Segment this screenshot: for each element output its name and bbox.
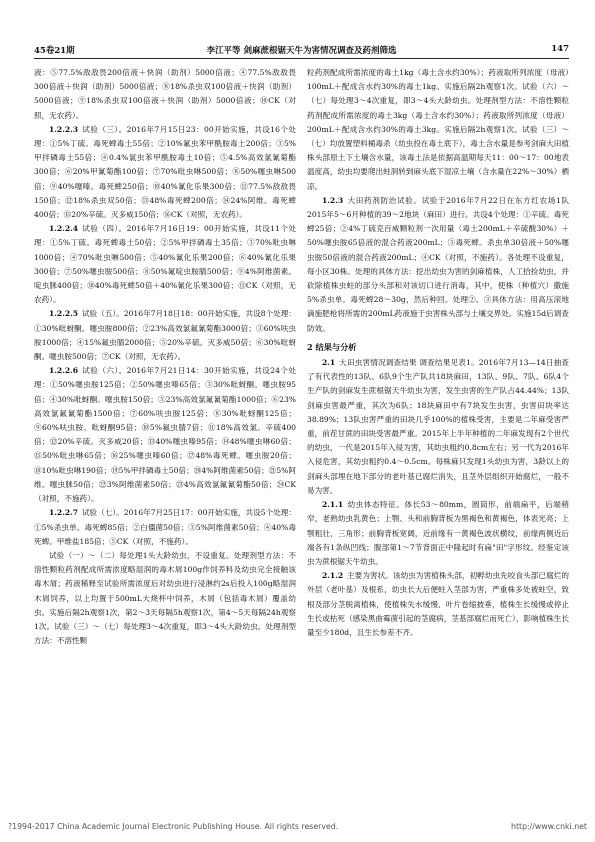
paragraph	[34, 222, 296, 307]
publisher-url[interactable]: http://www.cnki.net	[511, 822, 587, 831]
paragraph	[307, 356, 569, 498]
paragraph	[307, 569, 569, 640]
paragraph	[307, 194, 569, 336]
paragraph-text: 试验（五）。2016年7月18日18：00开始实施，共设8个处理：①30%吡蚜酮。噻虫胺800倍；②23%高效氯氟氰菊酯3000倍；③60%呋虫胺1000倍；④15%氟虫腈2000倍；⑤20%辛硫。灭多威50倍；⑥30%吡蚜酮。噻虫胺500倍；⑦CK（对照，无农药）。	[34, 309, 296, 362]
subsection-number: 1.2.2.6	[49, 366, 79, 376]
subsection-number: 1.2.2.3	[49, 124, 79, 134]
paragraph-text: 试验（一）～（二）每处理1头大龄幼虫，不设重复。处理剂型方法：不溶性颗粒药剂配成所需浓度略湿润的毒木屑100g作饲养料及幼虫完全接触该毒木屑；药液稀释至试验所需浓度后对幼虫进行浸淋约2s后投入100g略湿润木屑饲养，以上均置于500mL大烧杯中饲养，木屑（包括毒木屑）覆盖幼虫。实施后隔2h观察1次，第2～3天每隔5h观察1次，第4～5天每隔24h观察1次。试验（三）～（七）每处理3～4次重复，即3～4头大龄幼虫。处理剂型方法：不溶性颗	[34, 550, 296, 646]
subsection-number: 2.1.2	[322, 571, 344, 581]
paragraph-text: 试验（七）。2016年7月25日17：00开始实施，共设5个处理：①5%杀虫单。毒死蜱85倍；②白僵菌50倍；③5%阿维菌素50倍；④40%毒死蜱。甲维盐185倍；⑤CK（对照，不施药）。	[34, 508, 296, 546]
subsection-number: 2.1	[322, 358, 336, 368]
paragraph-text: 幼虫体态特征。体长53～80mm，圆筒形，前端扁平，后端稍窄，老熟幼虫乳黄色；上颚、头和前胸背板为黑褐色和黄褐色，体表光亮；上颚粗壮，三角形；前胸背板宽阔，近前缘有一黄褐色波状横纹，前缘两侧近后端各有1条纵凹线；腹部第1～7节背面正中隆起时有扁"田"字形纹。经鉴定该虫为蔗根锯天牛幼虫。	[307, 500, 569, 566]
running-header	[34, 40, 569, 59]
subsection-number: 1.2.2.5	[49, 309, 79, 319]
page-number: 147	[551, 44, 569, 54]
paragraph	[34, 549, 296, 648]
paragraph-text: 试验（四）。2016年7月16日19：00开始实施，共设11个处理：①5%丁硫。毒死蜱毒土50倍；②5%甲拌磷毒土35倍；③70%吡虫啉1000倍；④70%吡虫啉500倍；⑤40%氰化乐果200倍；⑥40%氰化乐果300倍；⑦50%噻虫胺500倍；⑧50%氟啶虫胺腈500倍；⑨4%阿维菌素。啶虫脒400倍；⑩40%毒死蜱50倍＋40%氰化乐果300倍；⑪CK（对照，无农药）。	[34, 224, 296, 305]
paragraph-text: 大田药剂防治试验。试验于2016年7月22日在东方红农场1队2015年5～6月种植的39～2地块（麻田）进行。共设4个处理：①辛硫。毒死蜱25倍；②4%丁硫克百威颗粒剂一次用量（毒土200mL＋辛硫酸30%）＋50%噻虫胺65倍液的混合药液200mL；③毒死蜱。杀虫单30倍液＋50%噻虫胺50倍液的混合药液200mL；④CK（对照，不施药）。各处理不设重复，每小区30株。处理的具体方法：挖出幼虫为害的剑麻植株，人工拾捡幼虫，并砍除植株虫蛀的部分头部和对该切口进行消毒，其中，使株（种植穴）撒施5%杀虫单。毒死蜱28～30g，然后种回。处理②、③具体方法：用高压滚地滴施肥枪将所需的200mL药液施于虫害株头部与土壤交界处。实施15d后调查防效。	[307, 195, 569, 333]
paragraph	[307, 498, 569, 569]
copyright-notice: ?1994-2017 China Academic Journal Electronic Publishing House. All rights reserved.	[8, 822, 339, 831]
subsection-number: 1.2.2.4	[49, 224, 79, 234]
paragraph-text: 大田虫害情况调查结果 调查结果见表1。2016年7月13—14日抽查了有代表性的13队、6队9个生产队共18块麻田，13队、9队、7队、6队4个生产队的剑麻发生蔗根锯天牛幼虫为害，发生虫害的生产队占44.44%；13队剑麻虫害最严重，其次为6队；18块麻田中有7块发生虫害，虫害田块率达38.89%；13队虫害严重的田块几乎100%的植株受害，主要是二年麻受害严重，前茬甘蔗的田块受害最严重。2015年上半年种植的二年麻发现有2个世代的幼虫，一代是2015年入侵为害，其幼虫粗约0.8cm左右；另一代为2016年入侵危害，其幼虫粗约0.4～0.5cm。每株麻只发现1头幼虫为害，3龄以上的剑麻头部埋在地下部分的老叶基已腐烂消失，且茎外层组织开始腐烂，一般不易为害。	[307, 358, 569, 495]
left-column	[34, 66, 296, 811]
section-heading: 2 结果与分析	[307, 341, 357, 352]
paragraph	[34, 123, 296, 222]
subsection-number: 1.2.3	[322, 195, 344, 205]
paragraph	[34, 506, 296, 549]
paragraph-text: 粒药剂配成所需浓度的毒土1kg（毒土含水约30%）；药液取所列浓度（母液）100mL＋配成含水约30%的毒土1kg。实施后隔2h观察1次。试验（六）～（七）每处理3～4次重复，即3～4头大龄幼虫。处理剂型方法：不溶性颗粒药剂配成所需浓度的毒土3kg（毒土含水约30%）；药液取所列浓度（母液）200mL＋配成含水约30%的毒土3kg。实施后隔2h观察1次。试验（三）～（七）均放置塑料桶毒杀（幼虫投在毒土底下），毒土含水量是参考剑麻大田植株头部原土下土壤含水量，该毒土法是依据高温期每天11：00～17：00地表温度高，幼虫均要爬出蛀洞转到麻头底下湿凉土壤（含水量在22%～30%）栖凉。	[307, 68, 569, 191]
paragraph	[307, 66, 569, 194]
paragraph-text: 液：⑤77.5%敌敌畏200倍液＋快润（助剂）5000倍液；④77.5%敌敌畏300倍液＋快润（助剂）5000倍液；⑧18%杀虫双100倍液＋快润（助剂）5000倍液；⑨18%杀虫双100倍液＋快润（助剂）5000倍液；⑩CK（对照，无农药）。	[34, 68, 296, 120]
paragraph	[34, 307, 296, 364]
running-title: 李江平等 剑麻蔗根锯天牛为害情况调查及药剂筛选	[206, 46, 397, 56]
paragraph-text: 试验（三）。2016年7月15日23：00开始实施，共设16个处理：①5%丁硫。毒死蜱毒土55倍；②10%氟虫苯甲酰胺毒土200倍；③5%甲拌磷毒土55倍；④0.4%氯虫苯甲酰胺毒土10倍；⑤4.5%高效氯氰菊酯300倍；⑥20%甲氰菊酯100倍；⑦70%吡虫啉500倍；⑧50%噻虫啉500倍；⑨40%噻嗪。毒死蜱250倍；⑩40%氰化乐果300倍；⑪77.5%敌敌畏150倍；⑫18%杀虫双50倍；⑬48%毒死蜱200倍；⑭24%阿维。毒死蜱400倍；⑮20%辛硫。灭多威150倍；⑯CK（对照，无农药）。	[34, 124, 296, 220]
right-column	[307, 66, 569, 811]
subsection-number: 1.2.2.7	[49, 508, 79, 518]
journal-volume: 45卷21期	[34, 46, 75, 56]
paragraph-text: 试验（六）。2016年7月21日14：30开始实施，共设24个处理：①50%噻虫胺125倍；②50%噻虫嗪65倍；③30%吡蚜酮。噻虫胺95倍；④30%吡蚜酮。噻虫胺150倍；⑤23%高效氯氟氰菊酯1000倍；⑥23%高效氯氟氰菊酯1500倍；⑦60%呋虫胺125倍；⑧30%吡蚜酮125倍；⑨60%呋虫胺。吡蚜酮95倍；⑩5%氟虫腈7倍；⑪18%高效氯。辛硫400倍；⑫20%辛硫。灭多威20倍；⑬40%噻虫嗪95倍；⑭48%噻虫啉60倍；⑮50%吡虫啉65倍；⑯25%噻虫嗪60倍；⑰48%毒死蜱。噻虫胺20倍；⑱10%吡虫啉190倍；⑲5%甲拌磷毒土50倍；⑳4%阿维菌素50倍；㉑5%阿维。噻虫脒50倍；㉒3%阿维菌素50倍；㉓4%高效氯氟氰菊酯50倍；㉔CK（对照，不施药）。	[34, 366, 296, 504]
paragraph-text: 主要为害状。该幼虫为害植株头部，初孵幼虫先咬食头部已腐烂的外层（老叶基）及根系，幼虫长大后便蛀入茎部为害，严重株多处被蛀空，致根及部分茎脱离植株，使植株失水缓慢、叶片卷缩披垂，植株生长缓慢或停止生长或枯死（感染黑曲霉菌引起的茎腐病，茎基部腐烂而死亡），影响植株生长量至少180d，且生长参差不齐。	[307, 571, 569, 637]
subsection-number: 2.1.1	[322, 500, 344, 510]
paragraph	[34, 66, 296, 123]
paragraph	[34, 364, 296, 506]
